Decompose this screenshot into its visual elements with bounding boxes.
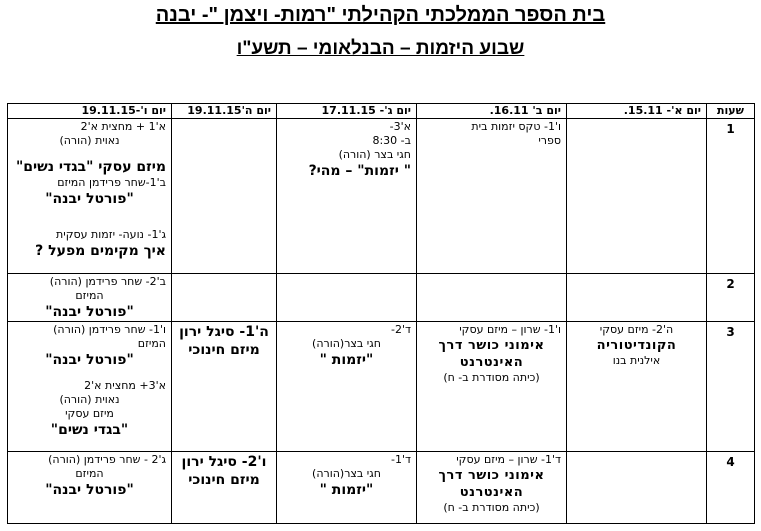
hour-cell — [707, 274, 755, 322]
activity-title: האינטרנט — [459, 355, 524, 370]
activity-title: אימוני כושר דרך — [438, 468, 545, 483]
activity-title: מיזם עסקי "בגדי נשים" — [15, 159, 166, 175]
activity-line: ד'2- — [390, 323, 411, 336]
activity-line: ד'1- שרון – מיזם עסקי — [456, 453, 561, 466]
activity-title: מיזם חינוכי — [188, 342, 260, 358]
activity-title: אימוני כושר דרך — [438, 338, 545, 353]
activity-line: ספרי — [538, 134, 561, 147]
cell-day-a — [567, 274, 707, 322]
activity-title: "פורטל יבנה" — [45, 352, 134, 368]
cell-day-b — [417, 119, 567, 274]
activity-line: חגי בצר(הורה) — [312, 467, 381, 480]
table-row — [8, 322, 755, 452]
table-row — [8, 452, 755, 524]
cell-day-e — [8, 119, 172, 274]
cell-day-e — [8, 452, 172, 524]
cell-day-d — [172, 119, 277, 274]
activity-line: (כיתה מסודרת ב- ח) — [443, 371, 540, 384]
header-day-d: יום ה'19.11.15 — [172, 104, 277, 119]
cell-day-c — [277, 452, 417, 524]
activity-title: ה'1- סיגל ירון — [179, 324, 269, 340]
activity-line: א'3- — [389, 120, 411, 133]
activity-line: ו'1- שחר פרידמן (הורה) — [53, 323, 166, 336]
activity-line: ו'1- שרון – מיזם עסקי — [459, 323, 561, 336]
activity-title: " יזמות" – מהי? — [308, 163, 411, 179]
cell-day-e — [8, 274, 172, 322]
cell-day-d — [172, 274, 277, 322]
activity-line: אילנית בנו — [612, 354, 661, 367]
activity-line: ה'2- מיזם עסקי — [599, 323, 674, 336]
activity-line: ב- 8:30 — [372, 134, 411, 147]
activity-title: האינטרנט — [459, 485, 524, 500]
cell-day-c — [277, 119, 417, 274]
activity-title: הקונדיטוריה — [596, 338, 677, 353]
activity-line: ג'1- נועה- יזמות עסקית — [56, 228, 166, 241]
hour-cell — [707, 322, 755, 452]
activity-line: המיזם — [137, 337, 166, 350]
activity-title: "בגדי נשים" — [50, 422, 129, 438]
activity-title: "יזמות " — [319, 482, 374, 498]
hour-cell — [707, 452, 755, 524]
schedule-table — [7, 103, 755, 524]
header-hours: שעות — [707, 104, 755, 119]
document-subtitle: שבוע היזמות – הבנלאומי – תשע"ו — [236, 38, 525, 59]
hour-number: 3 — [726, 325, 735, 339]
cell-day-b — [417, 274, 567, 322]
cell-day-b — [417, 452, 567, 524]
table-header-row — [8, 104, 755, 119]
cell-day-e — [8, 322, 172, 452]
activity-line: ו'1- טקס יזמות בית — [471, 120, 561, 133]
activity-line: המיזם — [75, 467, 104, 480]
activity-title: ו'2- סיגל ירון — [181, 454, 267, 470]
activity-line: המיזם — [75, 289, 104, 302]
activity-line: (כיתה מסודרת ב- ח) — [443, 501, 540, 514]
table-row — [8, 274, 755, 322]
hour-number: 2 — [726, 277, 735, 291]
activity-line: מיזם עסקי — [65, 407, 114, 420]
activity-title: איך מקימים מפעל ? — [35, 243, 166, 259]
hour-number: 4 — [726, 455, 735, 469]
activity-title: "פורטל יבנה" — [45, 304, 134, 320]
cell-day-d — [172, 452, 277, 524]
header-day-b: יום ב' 16.11. — [417, 104, 567, 119]
cell-day-a — [567, 322, 707, 452]
cell-day-c — [277, 274, 417, 322]
cell-day-d — [172, 322, 277, 452]
activity-line: חגי בצר(הורה) — [312, 337, 381, 350]
activity-title: "פורטל יבנה" — [45, 482, 134, 498]
cell-day-a — [567, 119, 707, 274]
document-title: בית הספר הממלכתי הקהילתי "רמות- ויצמן "- יבנה — [155, 4, 606, 26]
activity-title: "פורטל יבנה" — [45, 191, 134, 207]
header-day-c: יום ג'- 17.11.15 — [277, 104, 417, 119]
header-day-e: יום ו'-19.11.15 — [8, 104, 172, 119]
activity-line: ב'2- שחר פרידמן (הורה) — [49, 275, 166, 288]
activity-line: נאוית (הורה) — [59, 134, 120, 147]
activity-title: מיזם חינוכי — [188, 472, 260, 488]
table-row — [8, 119, 755, 274]
hour-number: 1 — [726, 122, 735, 136]
activity-line: חגי בצר (הורה) — [338, 148, 411, 161]
cell-day-a — [567, 452, 707, 524]
header-day-a: יום א'- 15.11. — [567, 104, 707, 119]
cell-day-b — [417, 322, 567, 452]
cell-day-c — [277, 322, 417, 452]
activity-line: ג'2 - שחר פרידמן (הורה) — [48, 453, 166, 466]
activity-line: נאוית (הורה) — [59, 393, 120, 406]
activity-line: א'3+ מחצית א'2 — [84, 379, 166, 392]
activity-line: ב'1-שחר פרידמן המיזם — [57, 176, 166, 189]
hour-cell — [707, 119, 755, 274]
activity-line: א'1 + מחצית א'2 — [80, 120, 166, 133]
activity-line: ד'1- — [390, 453, 411, 466]
activity-title: "יזמות " — [319, 352, 374, 368]
